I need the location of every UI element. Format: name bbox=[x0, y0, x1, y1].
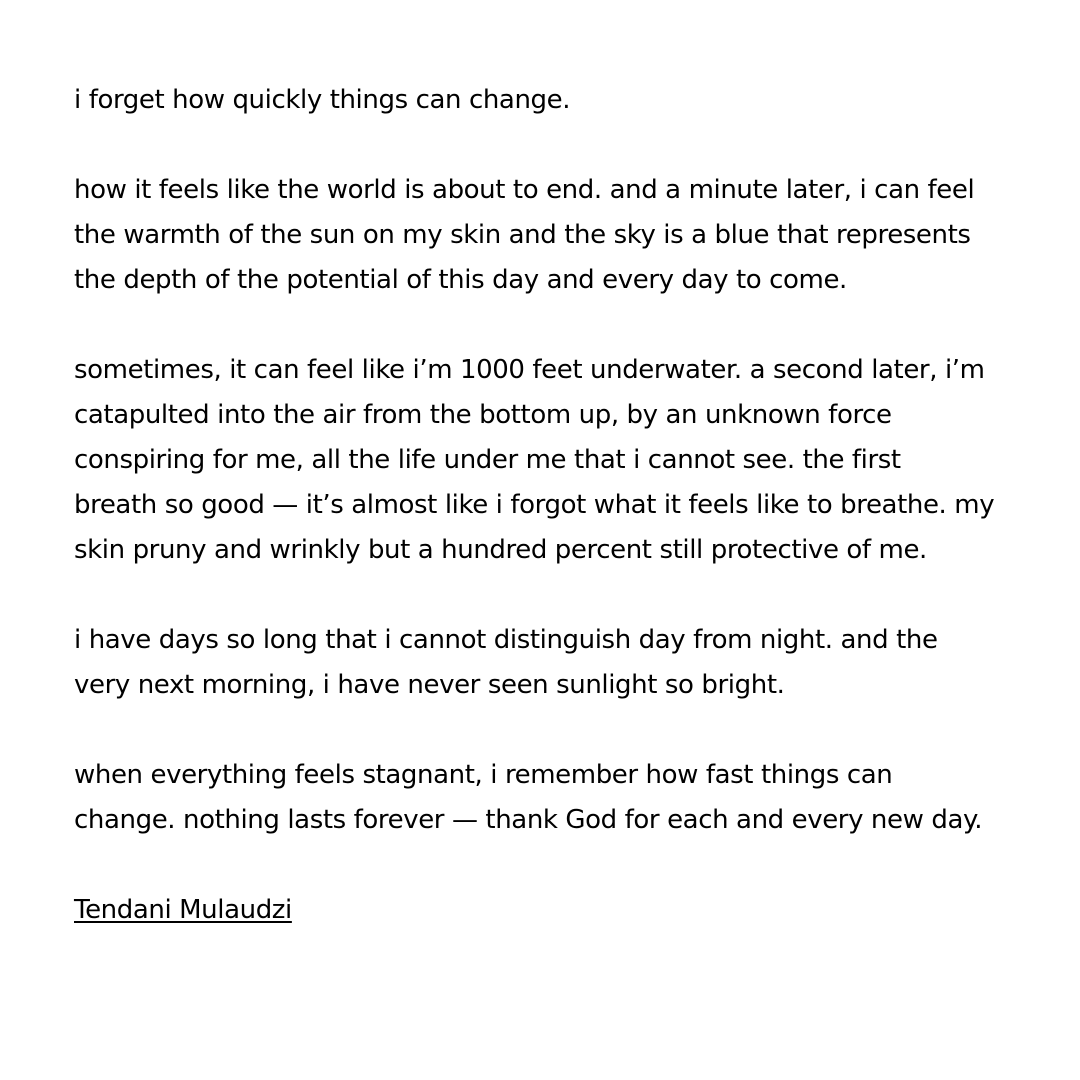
author-signature-block bbox=[74, 888, 1014, 933]
stanza-4 bbox=[74, 618, 1014, 708]
poem-line: how it feels like the world is about to end. and a minute later, i can feel bbox=[74, 175, 975, 205]
poem-line: the depth of the potential of this day and every day to come. bbox=[74, 265, 847, 295]
poem-line: sometimes, it can feel like i’m 1000 feet underwater. a second later, i’m bbox=[74, 355, 985, 385]
poem-line: catapulted into the air from the bottom up, by an unknown force bbox=[74, 400, 892, 430]
poem-line: i forget how quickly things can change. bbox=[74, 85, 571, 115]
stanza-2 bbox=[74, 168, 1014, 303]
author-name: Tendani Mulaudzi bbox=[74, 895, 292, 925]
poem-line: the warmth of the sun on my skin and the sky is a blue that represents bbox=[74, 220, 971, 250]
poem-line: when everything feels stagnant, i remember how fast things can bbox=[74, 760, 893, 790]
stanza-3 bbox=[74, 348, 1014, 573]
poem-line: change. nothing lasts forever — thank God for each and every new day. bbox=[74, 805, 983, 835]
stanza-5 bbox=[74, 753, 1014, 843]
poem-line: conspiring for me, all the life under me that i cannot see. the first bbox=[74, 445, 901, 475]
poem-line: i have days so long that i cannot distinguish day from night. and the bbox=[74, 625, 938, 655]
stanza-1 bbox=[74, 78, 1014, 123]
poem-line: skin pruny and wrinkly but a hundred percent still protective of me. bbox=[74, 535, 927, 565]
poem-page bbox=[74, 78, 1014, 933]
poem-line: breath so good — it’s almost like i forgot what it feels like to breathe. my bbox=[74, 490, 995, 520]
poem-line: very next morning, i have never seen sunlight so bright. bbox=[74, 670, 785, 700]
